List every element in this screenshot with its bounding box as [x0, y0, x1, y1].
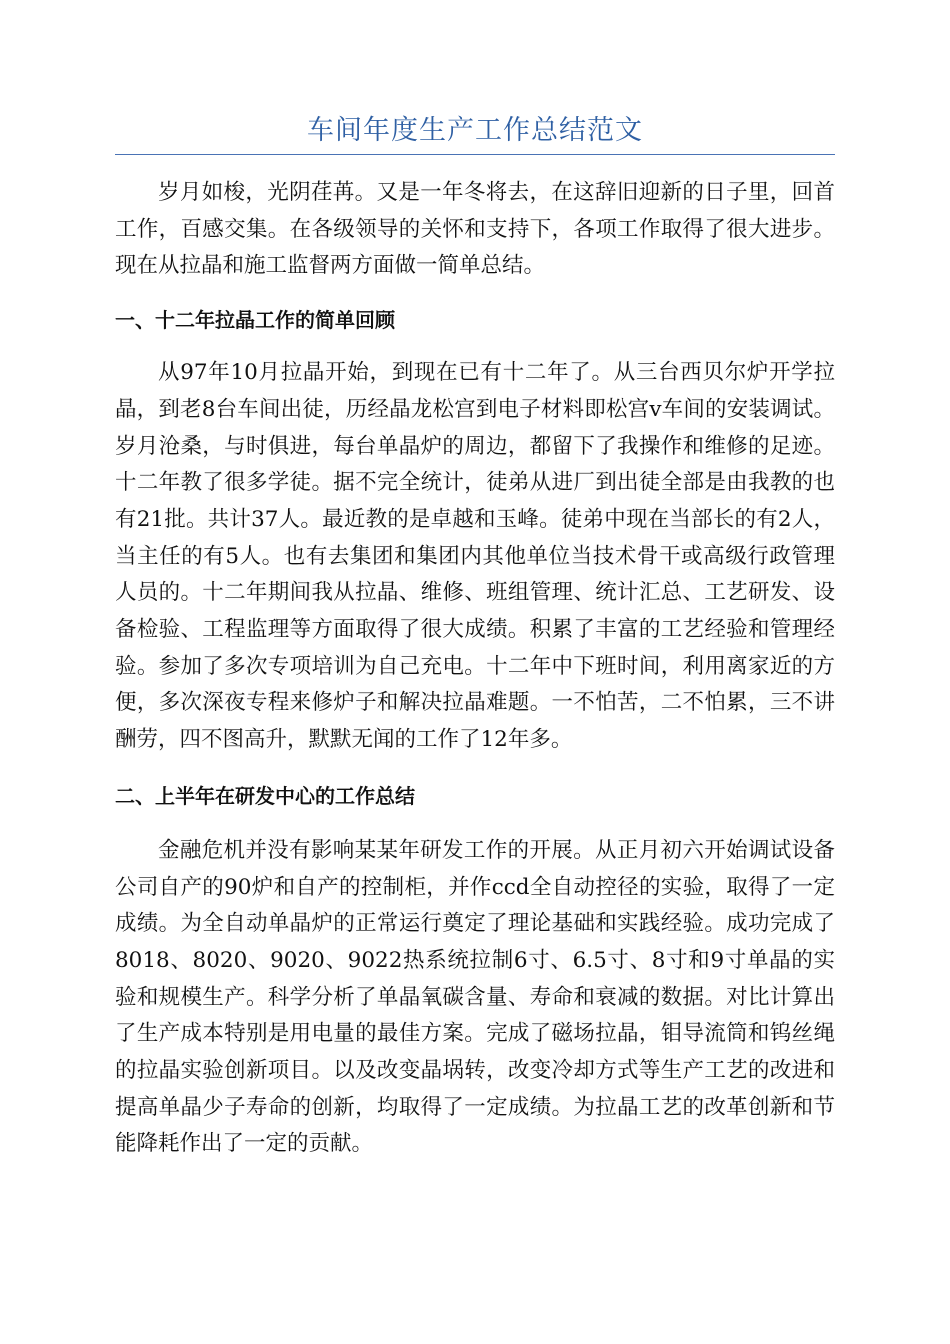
document-title: 车间年度生产工作总结范文 — [307, 115, 643, 146]
document-page — [115, 108, 835, 1163]
section-heading-1: 一、十二年拉晶工作的简单回顾 — [115, 308, 395, 333]
section-heading-2: 二、上半年在研发中心的工作总结 — [115, 783, 415, 808]
intro-paragraph: 岁月如梭，光阴荏苒。又是一年冬将去，在这辞旧迎新的日子里，回首工作，百感交集。在各级领导的关怀和支持下，各项工作取得了很大进步。现在从拉晶和施工监督两方面做一简单总结。 — [115, 180, 835, 279]
section-2-paragraph: 金融危机并没有影响某某年研发工作的开展。从正月初六开始调试设备公司自产的90炉和自产的控制柜，并作ccd全自动控径的实验，取得了一定成绩。为全自动单晶炉的正常运行奠定了理论基础和实践经验。成功完成了8018、8020、9020、9022热系统拉制6寸、6.5寸、8寸和9寸单晶的实验和规模生产。科学分析了单晶氧碳含量、寿命和衰减的数据。对比计算出了生产成本特别是用电量的最佳方案。完成了磁场拉晶，钼导流筒和钨丝绳的拉晶实验创新项目。以及改变晶埚转，改变冷却方式等生产工艺的改进和提高单晶少子寿命的创新，均取得了一定成绩。为拉晶工艺的改革创新和节能降耗作出了一定的贡献。 — [115, 837, 835, 1157]
section-1-paragraph: 从97年10月拉晶开始，到现在已有十二年了。从三台西贝尔炉开学拉晶，到老8台车间出徒，历经晶龙松宫到电子材料即松宫v车间的安装调试。岁月沧桑，与时俱进，每台单晶炉的周边，都留下了我操作和维修的足迹。十二年教了很多学徒。据不完全统计，徒弟从进厂到出徒全部是由我教的也有21批。共计37人。最近教的是卓越和玉峰。徒弟中现在当部长的有2人，当主任的有5人。也有去集团和集团内其他单位当技术骨干或高级行政管理人员的。十二年期间我从拉晶、维修、班组管理、统计汇总、工艺研发、设备检验、工程监理等方面取得了很大成绩。积累了丰富的工艺经验和管理经验。参加了多次专项培训为自己充电。十二年中下班时间，利用离家近的方便，多次深夜专程来修炉子和解决拉晶难题。一不怕苦，二不怕累，三不讲酬劳，四不图高升，默默无闻的工作了12年多。 — [115, 360, 835, 753]
title-underline — [115, 154, 835, 155]
